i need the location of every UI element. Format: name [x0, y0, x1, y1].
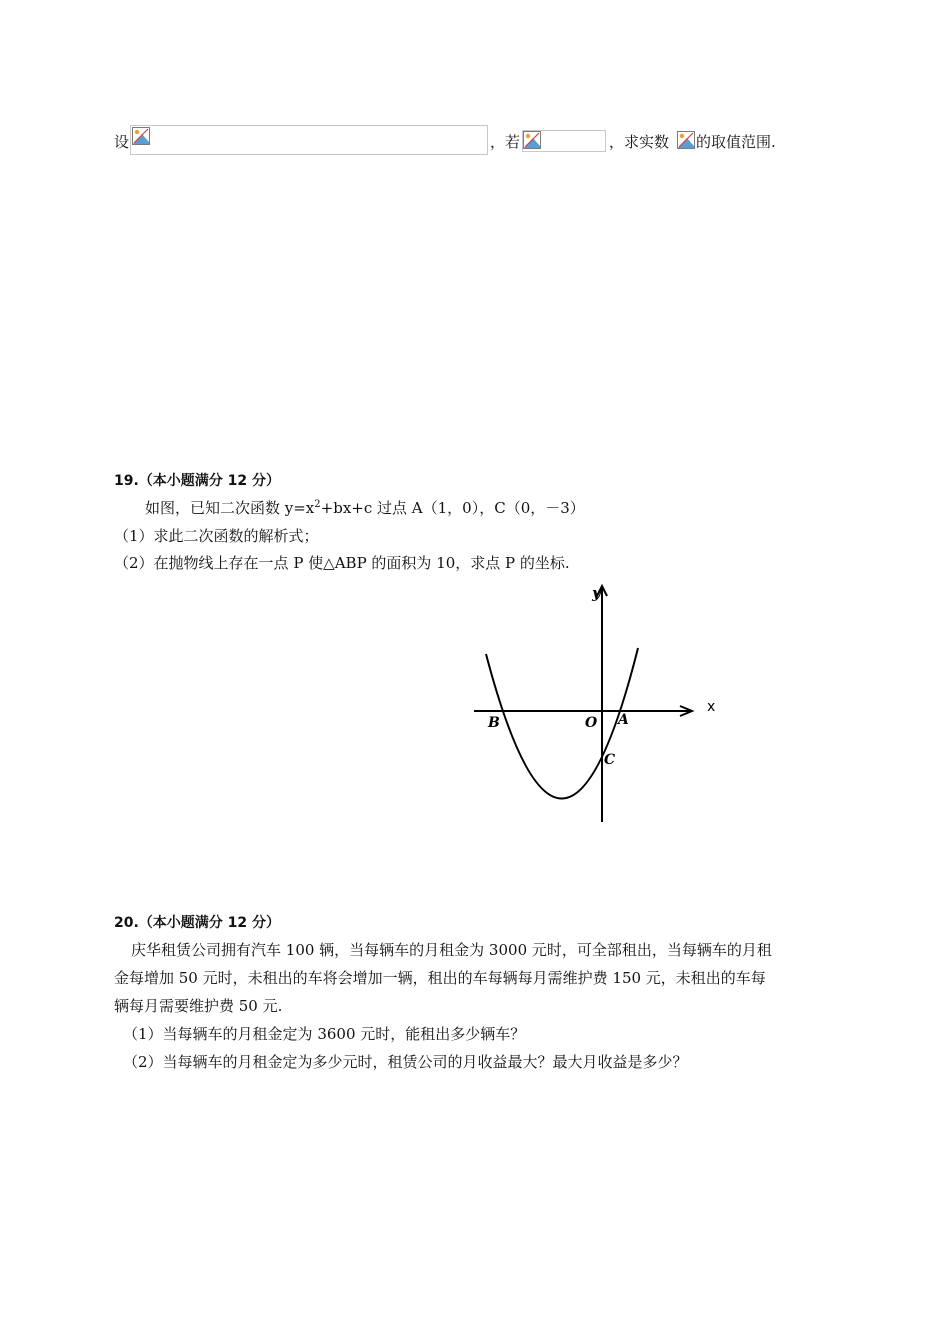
- broken-image-icon: [677, 131, 695, 149]
- q19-part1: （1）求此二次函数的解析式；: [114, 527, 319, 545]
- parabola-figure: [466, 580, 726, 830]
- broken-image-icon: [132, 127, 150, 145]
- x-axis-label: x: [707, 699, 716, 715]
- q20-part1: （1）当每辆车的月租金定为 3600 元时，能租出多少辆车？: [123, 1025, 526, 1043]
- q19-heading: 19.（本小题满分 12 分）: [114, 473, 281, 489]
- q20-part2: （2）当每辆车的月租金定为多少元时，租赁公司的月收益最大？最大月收益是多少？: [123, 1053, 688, 1071]
- y-axis-label: y: [592, 584, 601, 602]
- parabola-curve: [486, 648, 638, 799]
- origin-label: O: [585, 715, 598, 731]
- formula-image-placeholder: [130, 125, 488, 155]
- q19-part2: （2）在抛物线上存在一点 P 使△ABP 的面积为 10，求点 P 的坐标.: [114, 554, 570, 572]
- q18-prefix: 设: [114, 133, 130, 151]
- q20-line3: 辆每月需要维护费 50 元.: [114, 997, 283, 1015]
- q19-intro-sup: 2: [314, 499, 321, 510]
- q18-mid: ，若: [490, 133, 521, 151]
- q20-heading: 20.（本小题满分 12 分）: [114, 915, 281, 931]
- q19-intro: [145, 497, 585, 518]
- point-c-label: C: [604, 752, 616, 768]
- q18-suffix-a: ，求实数: [609, 133, 670, 151]
- point-a-label: A: [618, 712, 629, 728]
- q19-intro-b: +bx+c 过点 A（1，0），C（0，－3）: [320, 499, 585, 517]
- point-b-label: B: [488, 715, 500, 731]
- q20-line2: 金每增加 50 元时，未租出的车将会增加一辆，租出的车每辆每月需维护费 150 元，未租出的车每: [114, 969, 766, 987]
- q18-suffix-b: 的取值范围.: [696, 133, 776, 151]
- q19-intro-a: 如图，已知二次函数 y=x: [145, 499, 315, 517]
- broken-image-icon: [523, 131, 541, 149]
- q20-line1: 庆华租赁公司拥有汽车 100 辆，当每辆车的月租金为 3000 元时，可全部租出，当每辆车的月租: [131, 941, 772, 959]
